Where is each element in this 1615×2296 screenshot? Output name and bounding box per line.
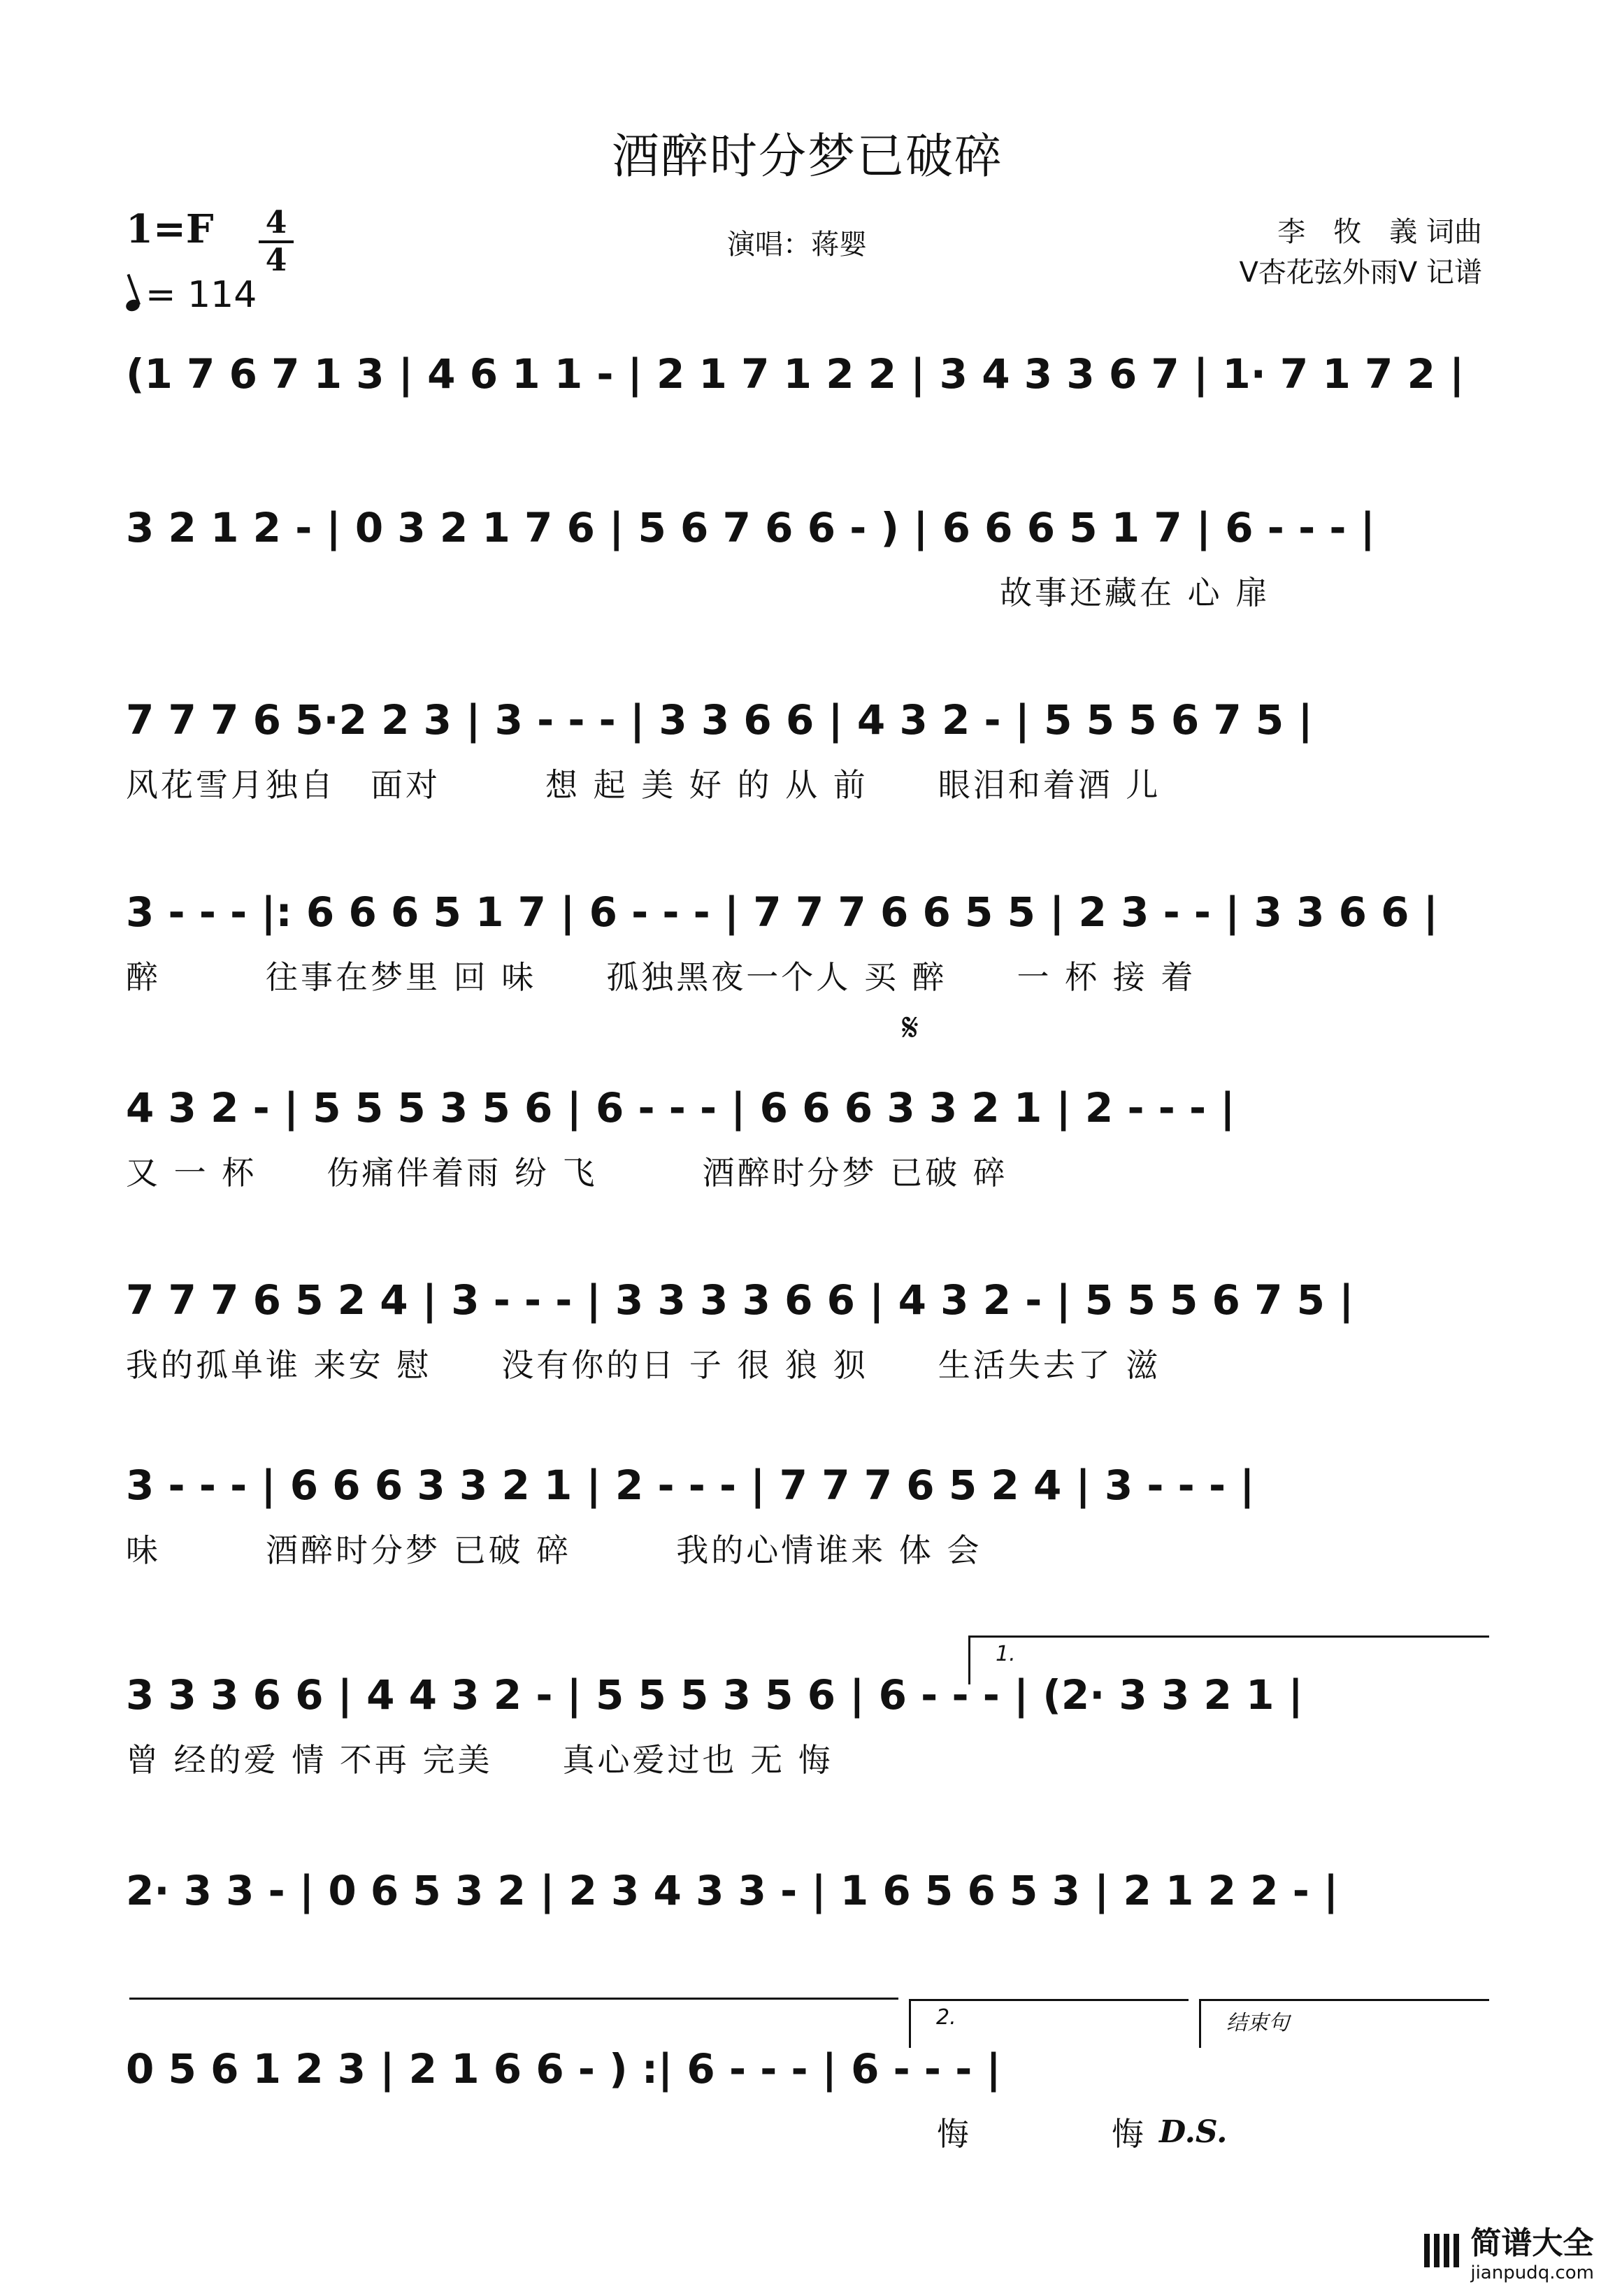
quarter-note-icon bbox=[124, 298, 141, 313]
lyrics: 我的孤单谁 来安 慰 没有你的日 子 很 狼 狈 生活失去了 滋 bbox=[126, 1346, 1161, 1384]
first-ending-label: 1. bbox=[996, 1642, 1016, 1666]
piano-keys-icon bbox=[1424, 2234, 1463, 2267]
score-line-5 bbox=[126, 1069, 1489, 1192]
transcriber-credit: V杏花弦外雨V 记谱 bbox=[1239, 257, 1482, 289]
repeat-section-rule bbox=[129, 1998, 898, 2000]
score-line-6 bbox=[126, 1262, 1489, 1384]
notes: 0 5 6 1 2 3 | 2 1 6 6 - ) :| 6 - - - | 6 - - - | bbox=[126, 2045, 1001, 2093]
score-line-8 bbox=[126, 1656, 1489, 1779]
score-line-3 bbox=[126, 681, 1489, 804]
second-ending-label: 2. bbox=[936, 2005, 956, 2030]
lyricist-credit: 李 牧 義 词曲 bbox=[1277, 216, 1482, 248]
page-title: 酒醉时分梦已破碎 bbox=[611, 129, 1003, 185]
time-signature-bottom: 4 bbox=[265, 243, 287, 278]
lyrics: 曾 经的爱 情 不再 完美 真心爱过也 无 悔 bbox=[126, 1741, 833, 1779]
lyrics: 风花雪月独自 面对 想 起 美 好 的 从 前 眼泪和着酒 儿 bbox=[126, 766, 1161, 804]
watermark-name: 简谱大全 bbox=[1470, 2225, 1594, 2261]
notes: 3 2 1 2 - | 0 3 2 1 7 6 | 5 6 7 6 6 - ) | 6 6 6 5 1 7 | 6 - - - | bbox=[126, 504, 1375, 551]
score-line-4 bbox=[126, 874, 1489, 996]
time-signature-top: 4 bbox=[265, 205, 287, 240]
notes: 3 3 3 6 6 | 4 4 3 2 - | 5 5 5 3 5 6 | 6 - - - | (2· 3 3 2 1 | bbox=[126, 1671, 1303, 1719]
watermark-url: jianpudq.com bbox=[1470, 2262, 1594, 2283]
segno-sign: 𝄋 bbox=[902, 1005, 919, 1050]
notes: 4 3 2 - | 5 5 5 3 5 6 | 6 - - - | 6 6 6 3 3 2 1 | 2 - - - | bbox=[126, 1084, 1235, 1132]
watermark-logo bbox=[1424, 2218, 1594, 2283]
lyrics: 故事还藏在 心 扉 bbox=[1000, 574, 1271, 612]
tempo-marking bbox=[126, 274, 257, 316]
notes: 3 - - - |: 6 6 6 5 1 7 | 6 - - - | 7 7 7 6 6 5 5 | 2 3 - - | 3 3 6 6 | bbox=[126, 888, 1438, 936]
lyrics: 悔 悔 bbox=[937, 2115, 1147, 2153]
notes: 3 - - - | 6 6 6 3 3 2 1 | 2 - - - | 7 7 7 6 5 2 4 | 3 - - - | bbox=[126, 1461, 1255, 1509]
notes: 7 7 7 6 5·2 2 3 | 3 - - - | 3 3 6 6 | 4 3 2 - | 5 5 5 6 7 5 | bbox=[126, 696, 1313, 744]
notes: (1 7 6 7 1 3 | 4 6 1 1 - | 2 1 7 1 2 2 | 3 4 3 3 6 7 | 1· 7 1 7 2 | bbox=[126, 350, 1465, 398]
singer-credit: 演唱：蒋婴 bbox=[727, 229, 867, 261]
notes: 7 7 7 6 5 2 4 | 3 - - - | 3 3 3 3 6 6 | 4 3 2 - | 5 5 5 6 7 5 | bbox=[126, 1276, 1354, 1324]
tempo-value: = 114 bbox=[145, 274, 257, 316]
score-line-10 bbox=[126, 2030, 1489, 2153]
time-signature bbox=[259, 207, 294, 277]
score-line-9 bbox=[126, 1852, 1489, 1957]
score-line-1 bbox=[126, 335, 1489, 440]
lyrics: 醉 往事在梦里 回 味 孤独黑夜一个人 买 醉 一 杯 接 着 bbox=[126, 958, 1196, 996]
score-line-7 bbox=[126, 1447, 1489, 1569]
score-line-2 bbox=[126, 489, 1489, 612]
lyrics: 又 一 杯 伤痛伴着雨 纷 飞 酒醉时分梦 已破 碎 bbox=[126, 1154, 1008, 1192]
ending-label: 结束句 bbox=[1226, 2011, 1289, 2035]
notes: 2· 3 3 - | 0 6 5 3 2 | 2 3 4 3 3 - | 1 6 5 6 5 3 | 2 1 2 2 - | bbox=[126, 1867, 1339, 1914]
key-signature: 1=F bbox=[126, 206, 214, 252]
lyrics: 味 酒醉时分梦 已破 碎 我的心情谁来 体 会 bbox=[126, 1531, 982, 1569]
dal-segno-mark: D.S. bbox=[1159, 2114, 1228, 2150]
